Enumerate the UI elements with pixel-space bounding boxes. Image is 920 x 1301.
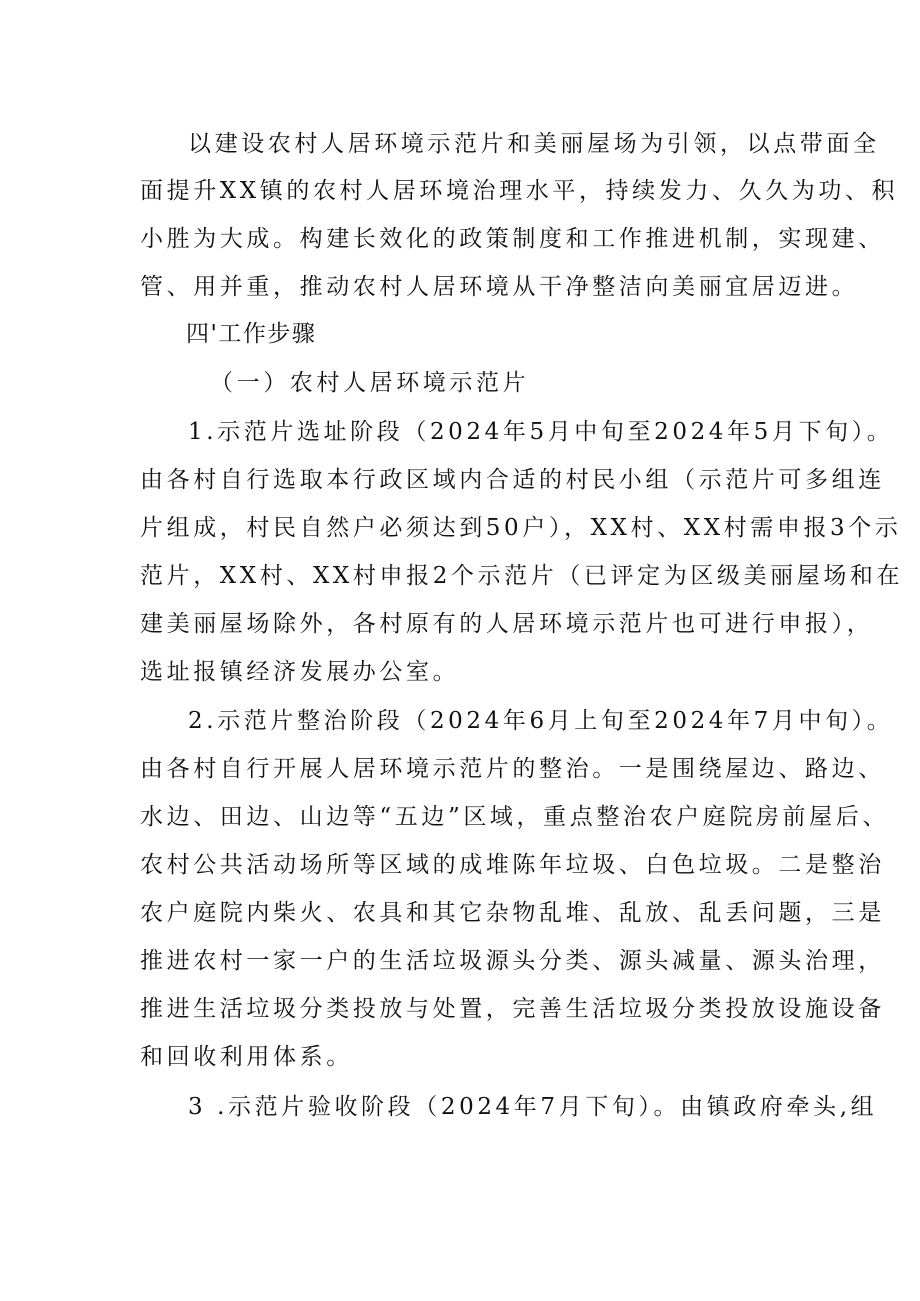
- paragraph-line: 小胜为大成。构建长效化的政策制度和工作推进机制，实现建、: [140, 226, 885, 252]
- step-heading-line: 1.示范片选址阶段（2024年5月中旬至2024年5月下旬）。: [188, 419, 894, 445]
- paragraph-line: 和回收利用体系。: [140, 1044, 353, 1070]
- paragraph-line: 范片，XX村、XX村申报2个示范片（已评定为区级美丽屋场和在: [140, 563, 904, 589]
- paragraph-line: 水边、田边、山边等“五边”区域，重点整治农户庭院房前屋后、: [140, 804, 889, 830]
- paragraph-line: 管、用并重，推动农村人居环境从干净整洁向美丽宜居迈进。: [140, 274, 859, 300]
- paragraph-line: 由各村自行选取本行政区域内合适的村民小组（示范片可多组连: [140, 467, 885, 493]
- step-heading-line: 2.示范片整治阶段（2024年6月上旬至2024年7月中旬）。: [188, 708, 894, 734]
- paragraph-line: 农户庭院内柴火、农具和其它杂物乱堆、乱放、乱丢问题，三是: [140, 900, 885, 926]
- section-heading: 四'工作步骤: [186, 321, 317, 347]
- paragraph-line: 建美丽屋场除外，各村原有的人居环境示范片也可进行申报），: [140, 611, 874, 637]
- paragraph-line: 由各村自行开展人居环境示范片的整治。一是围绕屋边、路边、: [140, 756, 885, 782]
- paragraph-line: 推进生活垃圾分类投放与处置，完善生活垃圾分类投放设施设备: [140, 996, 885, 1022]
- paragraph-line: 以建设农村人居环境示范片和美丽屋场为引领，以点带面全: [188, 131, 880, 157]
- step-heading-line: 3 .示范片验收阶段（2024年7月下旬）。由镇政府牵头,组: [188, 1094, 878, 1120]
- paragraph-line: 片组成，村民自然户必须达到50户），XX村、XX村需申报3个示: [140, 515, 902, 541]
- paragraph-line: 农村公共活动场所等区域的成堆陈年垃圾、白色垃圾。二是整治: [140, 852, 885, 878]
- paragraph-line: 面提升XX镇的农村人居环境治理水平，持续发力、久久为功、积: [140, 178, 899, 204]
- subsection-heading: （一）农村人居环境示范片: [210, 370, 530, 396]
- paragraph-line: 推进农村一家一户的生活垃圾源头分类、源头减量、源头治理，: [140, 948, 885, 974]
- paragraph-line: 选址报镇经济发展办公室。: [140, 659, 460, 685]
